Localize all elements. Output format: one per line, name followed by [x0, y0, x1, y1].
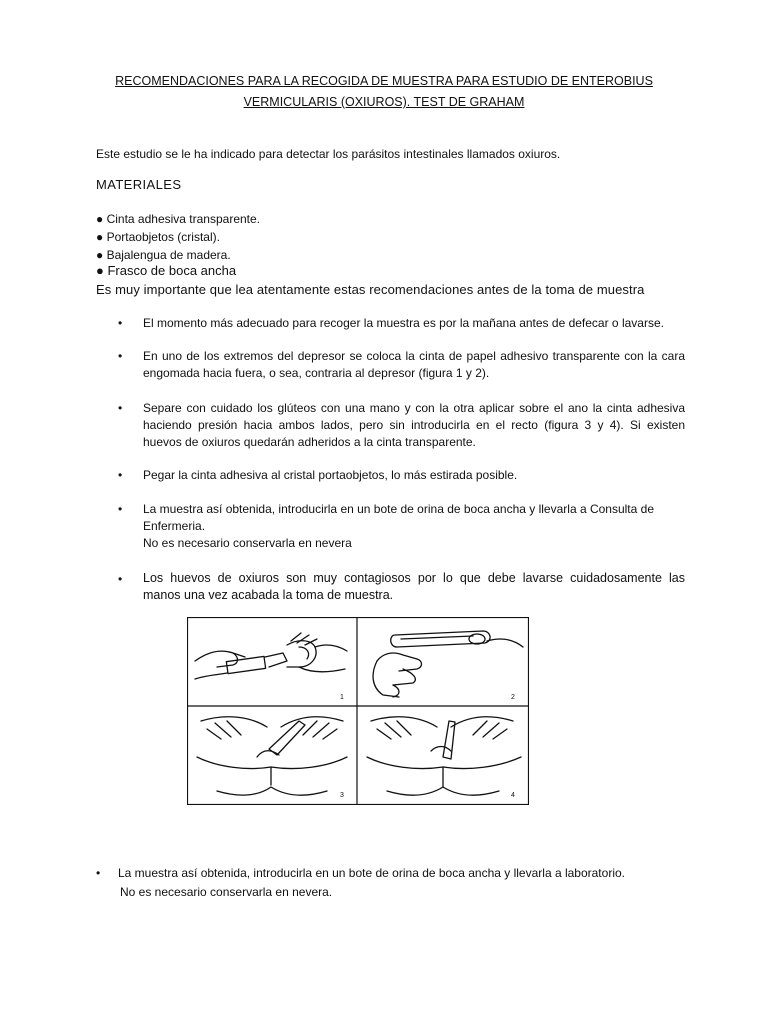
important-notice: Es muy importante que lea atentamente estas recomendaciones antes de la toma de muestra — [96, 282, 645, 297]
step-line: Los huevos de oxiuros son muy contagiosos por lo que debe lavarse cuidadosamente las — [143, 571, 685, 585]
bullet-marker: • — [118, 572, 123, 586]
material-item: ● Bajalengua de madera. — [96, 248, 231, 262]
graham-test-figure — [187, 617, 529, 805]
bullet-marker: • — [118, 401, 123, 415]
document-title-line-1: RECOMENDACIONES PARA LA RECOGIDA DE MUESTRA PARA ESTUDIO DE ENTEROBIUS — [115, 74, 653, 88]
material-item: ● Cinta adhesiva transparente. — [96, 212, 261, 226]
bullet-marker: • — [118, 468, 123, 482]
step-line: haciendo presión hacia ambos lados, pero sin introducirla en el recto (figura 3 y 4). Si existen — [143, 418, 685, 432]
step-line: engomada hacia fuera, o sea, contraria al depresor (figura 1 y 2). — [143, 366, 490, 380]
step-2 — [143, 348, 685, 382]
bullet-marker: • — [118, 349, 123, 363]
step-3 — [143, 400, 685, 451]
document-title-line-2: VERMICULARIS (OXIUROS). TEST DE GRAHAM — [243, 95, 525, 109]
step-line: Pegar la cinta adhesiva al cristal portaobjetos, lo más estirada posible. — [143, 468, 518, 482]
material-item: ● Portaobjetos (cristal). — [96, 230, 220, 244]
step-line: La muestra así obtenida, introducirla en un bote de orina de boca ancha y llevarla a Consulta de — [143, 502, 654, 516]
bullet-marker: • — [118, 316, 123, 330]
step-4 — [143, 467, 683, 484]
step-1 — [143, 315, 683, 332]
figure-panel-label: 3 — [340, 792, 344, 799]
step-line: En uno de los extremos del depresor se coloca la cinta de papel adhesivo transparente con la cara — [143, 349, 685, 363]
step-line: Enfermeria. — [143, 519, 206, 533]
final-line-2: No es necesario conservarla en nevera. — [120, 885, 333, 899]
figure-panel-label: 2 — [511, 694, 515, 701]
step-line: El momento más adecuado para recoger la muestra es por la mañana antes de defecar o lavarse. — [143, 316, 664, 330]
step-line: No es necesario conservarla en nevera — [143, 536, 352, 550]
step-line: huevos de oxiuros quedarán adheridos a la cinta transparente. — [143, 435, 476, 449]
figure-frame — [188, 618, 529, 805]
step-6 — [143, 570, 685, 604]
step-line: manos una vez acabada la toma de muestra. — [143, 588, 394, 602]
material-item: ● Frasco de boca ancha — [96, 263, 237, 278]
materials-heading: MATERIALES — [96, 177, 182, 192]
bullet-marker: • — [96, 866, 101, 880]
intro-text: Este estudio se le ha indicado para detectar los parásitos intestinales llamados oxiuros. — [96, 147, 561, 161]
final-line-1: La muestra así obtenida, introducirla en un bote de orina de boca ancha y llevarla a laboratorio. — [118, 866, 625, 880]
step-line: Separe con cuidado los glúteos con una mano y con la otra aplicar sobre el ano la cinta adhesiva — [143, 401, 685, 415]
step-5 — [143, 501, 685, 552]
figure-panel-label: 1 — [340, 694, 344, 701]
figure-panel-label: 4 — [511, 792, 515, 799]
bullet-marker: • — [118, 502, 123, 516]
figure-svg — [187, 617, 529, 805]
